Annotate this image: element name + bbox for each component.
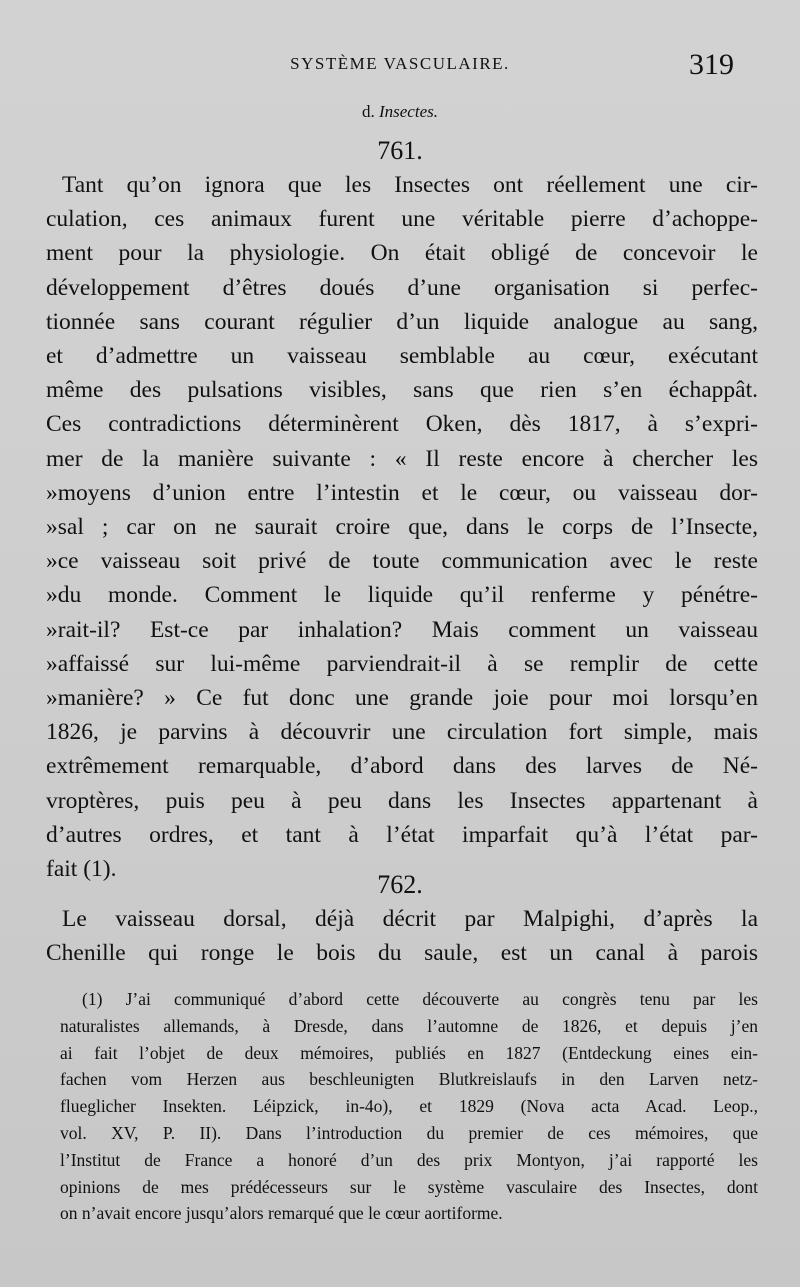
section-761-body	[46, 168, 758, 886]
text-line: ment pour la physiologie. On était obligé de concevoir le	[46, 240, 758, 267]
text-line: tionnée sans courant régulier d’un liquide analogue au sang,	[46, 308, 758, 335]
footnote-line: opinions de mes prédécesseurs sur le système vasculaire des Insectes, dont	[60, 1176, 758, 1197]
text-line: vroptères, puis peu à peu dans les Insectes appartenant à	[46, 787, 758, 814]
text-line: extrêmement remarquable, d’abord dans des larves de Né-	[46, 753, 758, 780]
footnote-line: ai fait l’objet de deux mémoires, publiés en 1827 (Entdeckung eines ein-	[60, 1042, 758, 1063]
text-line: »ce vaisseau soit privé de toute communication avec le reste	[46, 548, 758, 575]
section-number-762: 762.	[377, 870, 423, 899]
text-line: »rait-il? Est-ce par inhalation? Mais comment un vaisseau	[46, 616, 758, 643]
text-line: mer de la manière suivante : « Il reste encore à chercher les	[46, 445, 758, 472]
text-line: même des pulsations visibles, sans que rien s’en échappât.	[46, 377, 758, 404]
section-number-761: 761.	[377, 136, 423, 165]
text-line: fait (1).	[46, 856, 117, 883]
subsection-letter: d.	[361, 102, 375, 121]
page-header	[0, 48, 800, 88]
subsection-heading	[0, 102, 800, 122]
text-line: Le vaisseau dorsal, déjà décrit par Malpighi, d’après la	[62, 906, 758, 932]
footnote-line: vol. XV, P. II). Dans l’introduction du premier de ces mémoires, que	[60, 1122, 758, 1143]
text-line: d’autres ordres, et tant à l’état imparfait qu’à l’état par-	[46, 821, 758, 848]
footnote-line: l’Institut de France a honoré d’un des prix Montyon, j’ai rapporté les	[60, 1149, 758, 1170]
footnote-line: (1) J’ai communiqué d’abord cette découverte au congrès tenu par les	[82, 989, 758, 1009]
subsection-title: Insectes.	[378, 102, 438, 121]
footnote-line: fachen vom Herzen aus beschleunigten Blutkreislaufs in den Larven netz-	[60, 1069, 758, 1090]
text-line: »manière? » Ce fut donc une grande joie pour moi lorsqu’en	[46, 685, 758, 712]
text-line: »affaissé sur lui-même parviendrait-il à se remplir de cette	[46, 650, 758, 677]
text-line: et d’admettre un vaisseau semblable au cœur, exécutant	[46, 343, 758, 370]
text-line: Tant qu’on ignora que les Insectes ont réellement une cir-	[62, 172, 758, 198]
text-line: »moyens d’union entre l’intestin et le cœur, ou vaisseau dor-	[46, 479, 758, 506]
text-line: »sal ; car on ne saurait croire que, dans le corps de l’Insecte,	[46, 514, 758, 541]
page-number: 319	[689, 48, 734, 81]
footnote-line: on n’avait encore jusqu’alors remarqué que le cœur aortiforme.	[60, 1203, 503, 1224]
text-line: Chenille qui ronge le bois du saule, est un canal à parois	[46, 940, 758, 967]
text-line: développement d’êtres doués d’une organisation si perfec-	[46, 274, 758, 301]
footnote-line: naturalistes allemands, à Dresde, dans l’automne de 1826, et depuis j’en	[60, 1015, 758, 1036]
section-762-body	[46, 902, 758, 970]
text-line: Ces contradictions déterminèrent Oken, dès 1817, à s’expri-	[46, 411, 758, 438]
text-line: »du monde. Comment le liquide qu’il renferme y pénétre-	[46, 582, 758, 609]
text-line: culation, ces animaux furent une véritable pierre d’achoppe-	[46, 206, 758, 233]
footnote	[60, 986, 758, 1227]
footnote-line: flueglicher Insekten. Léipzick, in-4o), et 1829 (Nova acta Acad. Leop.,	[60, 1096, 758, 1117]
running-title: SYSTÈME VASCULAIRE.	[290, 54, 510, 73]
text-line: 1826, je parvins à découvrir une circulation fort simple, mais	[46, 719, 758, 746]
